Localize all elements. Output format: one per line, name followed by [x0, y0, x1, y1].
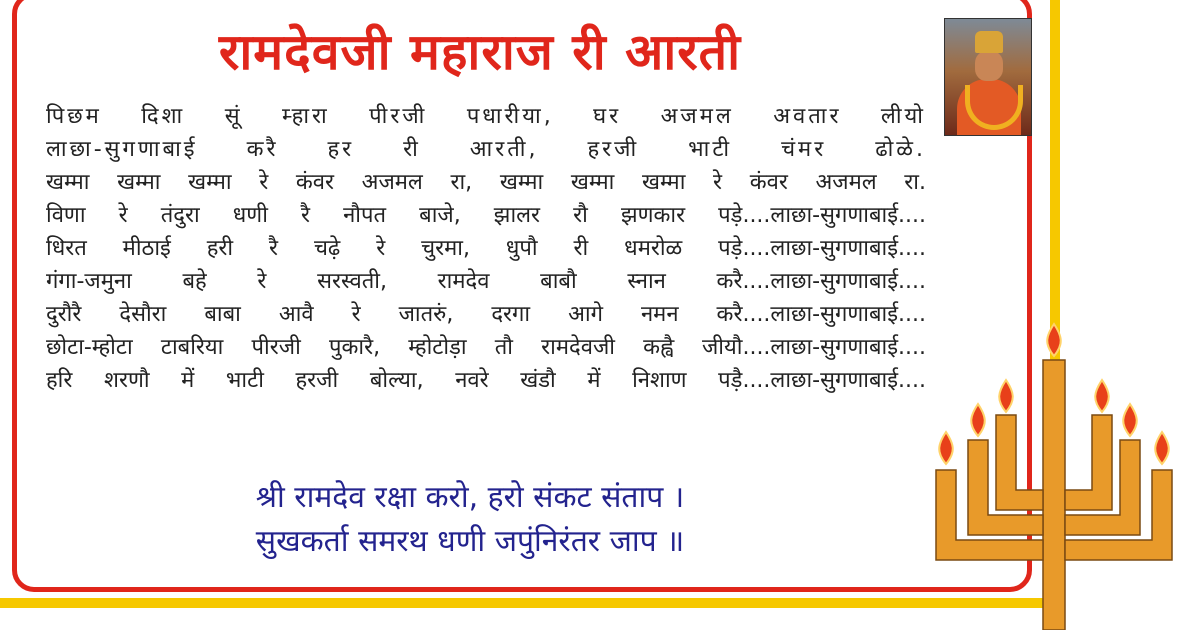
- verse-line: हरि शरणौ में भाटी हरजी बोल्या, नवरे खंडौ में निशाण पड़ै....लाछा-सुगणाबाई....: [46, 368, 926, 393]
- verse-line: खम्मा खम्मा खम्मा रे कंवर अजमल रा, खम्मा खम्मा खम्मा रे कंवर अजमल रा.: [46, 170, 926, 195]
- yellow-frame-bottom: [0, 598, 1060, 608]
- couplet-line-2: सुखकर्ता समरथ धणी जपुंनिरंतर जाप ॥: [255, 524, 685, 559]
- verse-line: धिरत मीठाई हरी रै चढ़े रे चुरमा, धुपौ री धमरोळ पड़े....लाछा-सुगणाबाई....: [46, 236, 926, 261]
- portrait-face: [975, 51, 1003, 81]
- ramdevji-portrait-icon: [944, 18, 1032, 136]
- verse-line: विणा रे तंदुरा धणी रै नौपत बाजे, झालर रौ झणकार पड़े....लाछा-सुगणाबाई....: [46, 203, 926, 228]
- aarti-verses: [46, 100, 926, 397]
- verse-line: दुरौरै देसौरा बाबा आवै रे जातरुं, दरगा आगे नमन करै....लाछा-सुगणाबाई....: [46, 302, 926, 327]
- portrait-crown: [975, 31, 1003, 53]
- verse-line: लाछा-सुगणाबाई करै हर री आरती, हरजी भाटी चंमर ढोळे.: [46, 137, 926, 162]
- couplet-line-1: श्री रामदेव रक्षा करो, हरो संकट संताप ।: [255, 480, 685, 515]
- page-title: रामदेवजी महाराज री आरती: [218, 23, 742, 81]
- verse-line: पिछम दिशा सूं म्हारा पीरजी पधारीया, घर अजमल अवतार लीयो: [46, 104, 926, 129]
- verse-line: छोटा-म्होटा टाबरिया पीरजी पुकारै, म्होटोड़ा तौ रामदेवजी कह्वै जीयौ....लाछा-सुगणाबाई....: [46, 335, 926, 360]
- candelabra-icon: [910, 320, 1200, 630]
- verse-line: गंगा-जमुना बहे रे सरस्वती, रामदेव बाबौ स्नान करै....लाछा-सुगणाबाई....: [46, 269, 926, 294]
